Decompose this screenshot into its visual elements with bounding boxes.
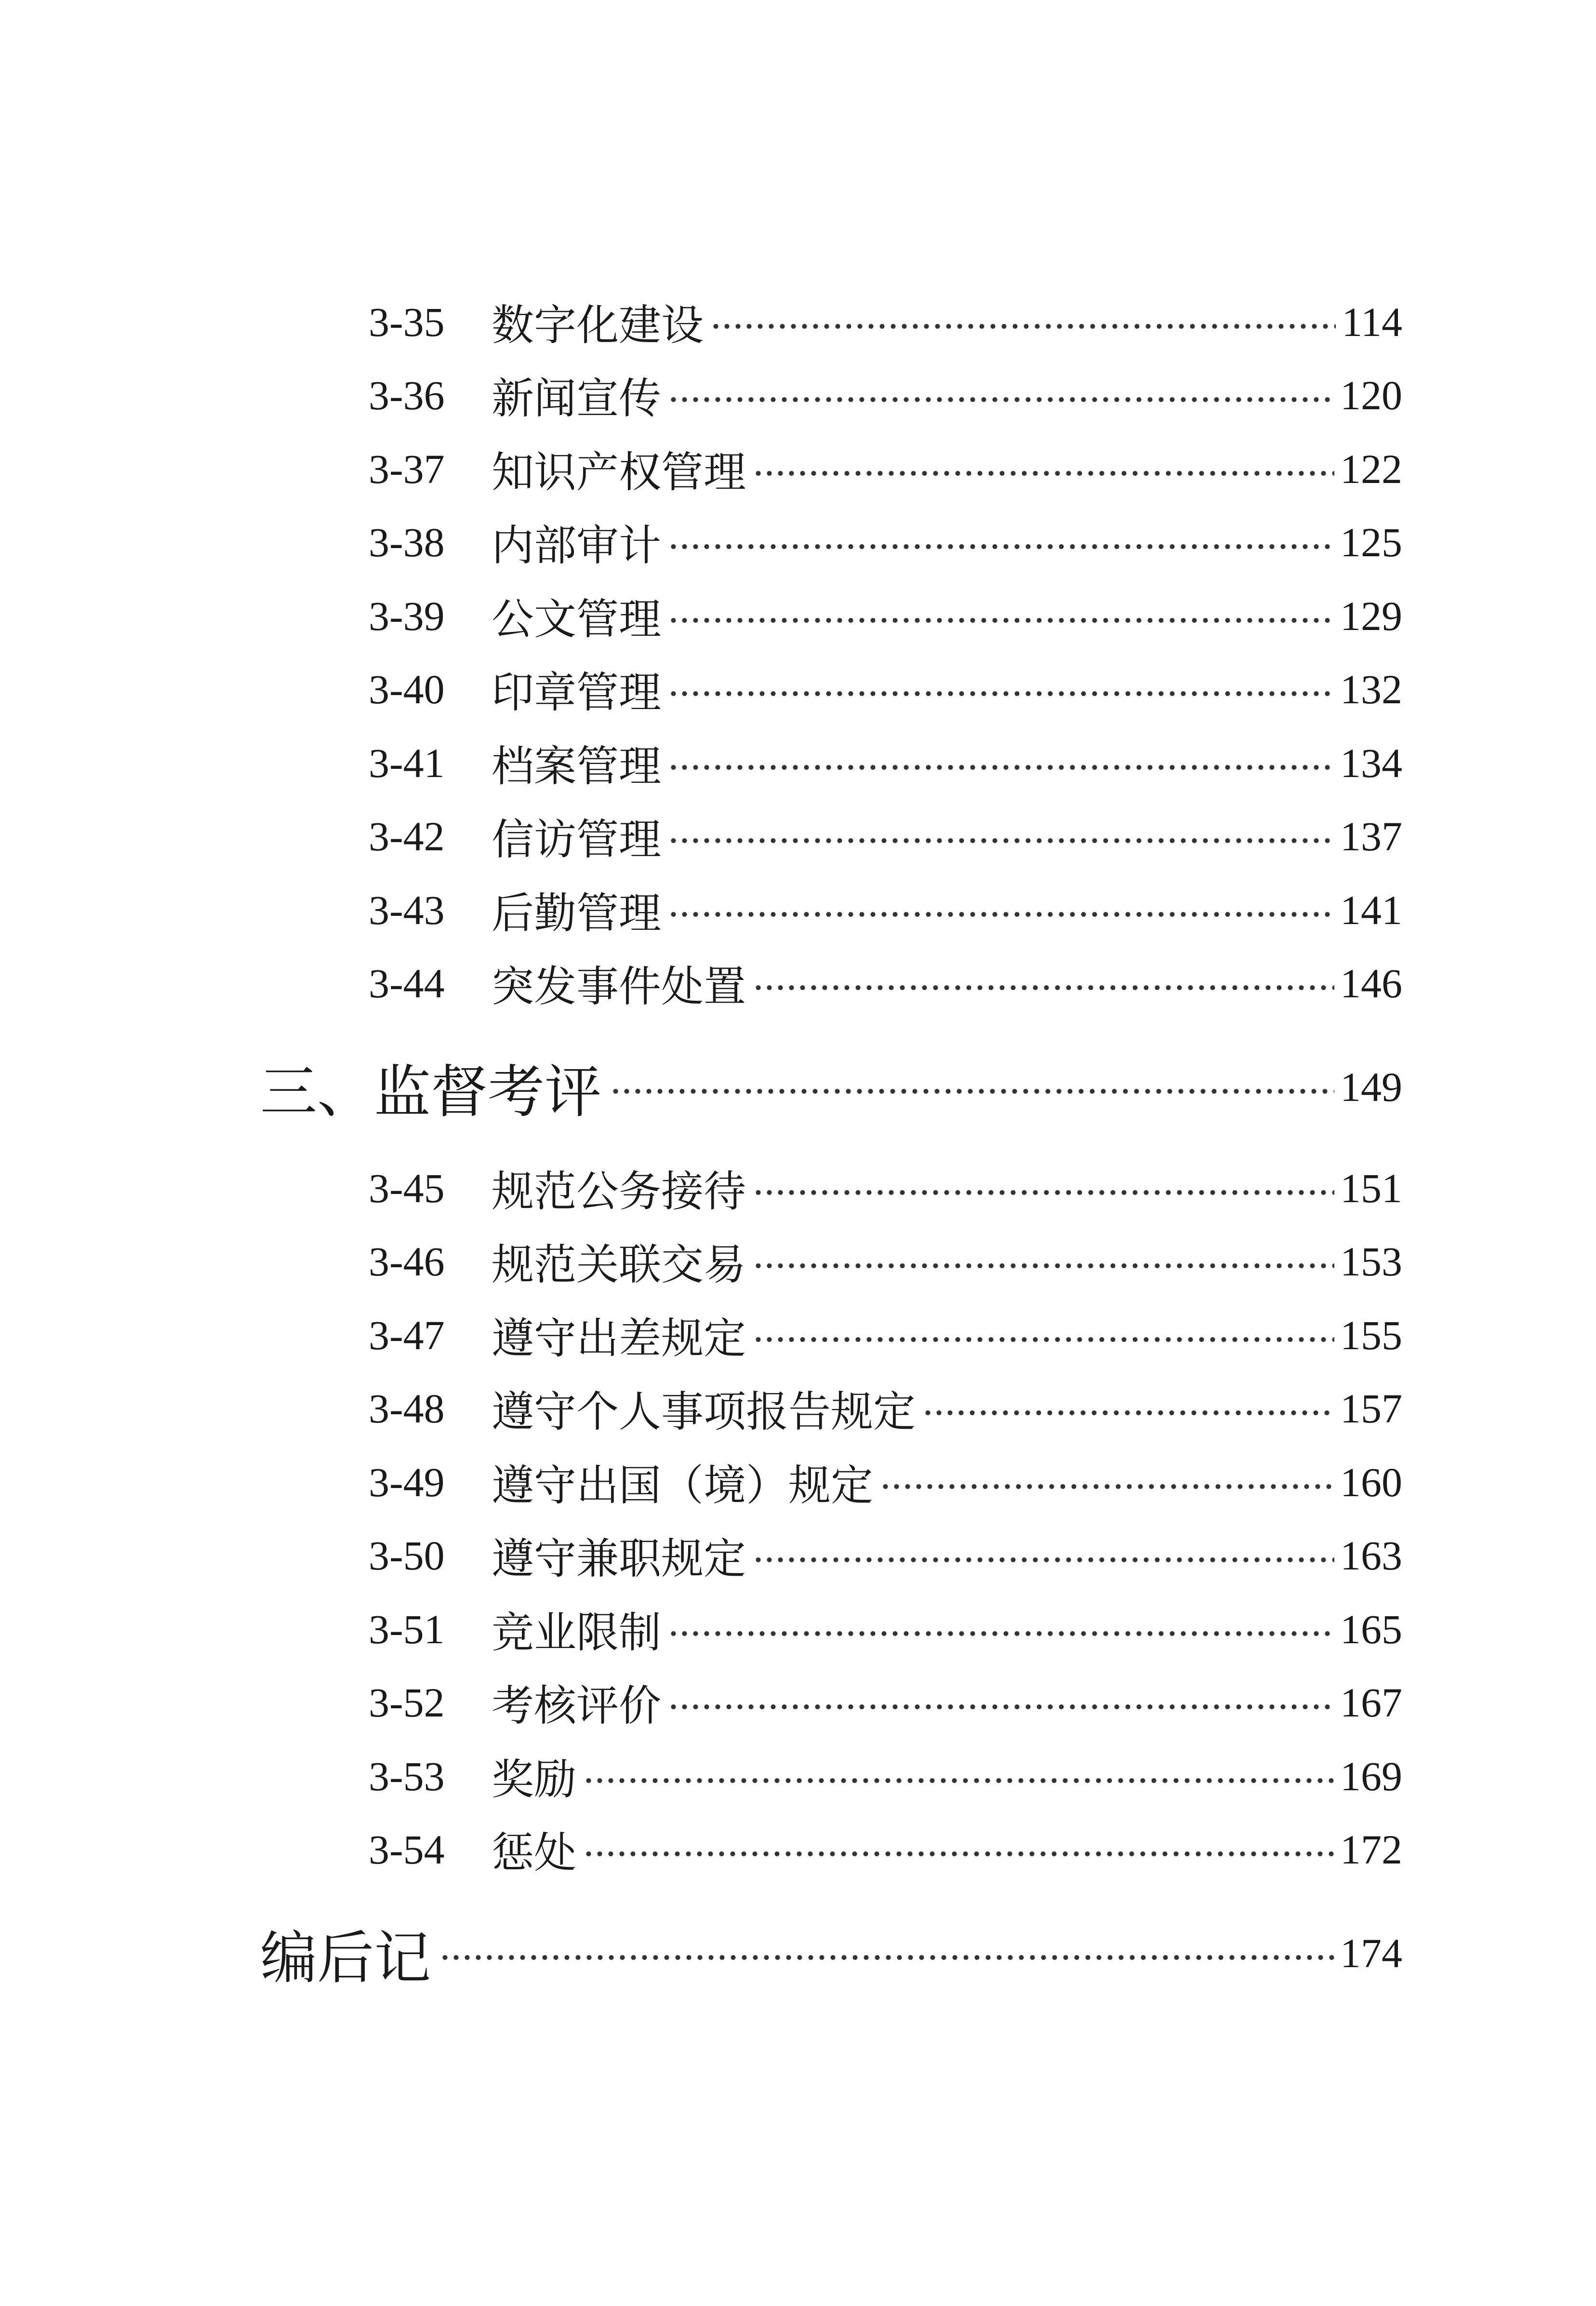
entry-title: 规范公务接待	[492, 1166, 746, 1216]
afterword-title: 编后记	[260, 1925, 431, 1991]
toc-entry[interactable]	[369, 1375, 1402, 1442]
toc-afterword[interactable]	[260, 1912, 1402, 1994]
toc-entry[interactable]	[369, 656, 1402, 723]
entry-number: 3-38	[369, 519, 445, 565]
entry-number: 3-54	[369, 1826, 445, 1873]
toc-entry[interactable]	[369, 1448, 1402, 1516]
toc-entry[interactable]	[369, 362, 1402, 429]
toc-entry[interactable]	[369, 1154, 1402, 1222]
dot-leader	[753, 1188, 1334, 1197]
toc-entry[interactable]	[369, 1228, 1402, 1295]
toc-entry[interactable]	[369, 509, 1402, 576]
dot-leader	[668, 910, 1334, 919]
entry-title: 惩处	[492, 1828, 577, 1877]
dot-leader	[668, 1629, 1334, 1638]
entry-number: 3-53	[369, 1753, 445, 1799]
dot-leader	[710, 322, 1336, 331]
dot-leader	[668, 395, 1334, 404]
entry-page: 163	[1340, 1532, 1402, 1579]
entry-title: 奖励	[492, 1755, 577, 1804]
entry-page: 151	[1340, 1165, 1402, 1211]
entry-page: 122	[1340, 446, 1402, 492]
dot-leader	[583, 1776, 1334, 1785]
toc-section-heading[interactable]	[260, 1046, 1402, 1128]
entry-number: 3-50	[369, 1532, 445, 1579]
dot-leader	[753, 983, 1334, 992]
entry-title: 遵守出国（境）规定	[492, 1461, 874, 1510]
entry-page: 153	[1340, 1238, 1402, 1285]
toc-entry[interactable]	[369, 1669, 1402, 1736]
dot-leader	[668, 689, 1334, 698]
entry-number: 3-51	[369, 1606, 445, 1652]
entry-title: 遵守兼职规定	[492, 1534, 746, 1583]
entry-number: 3-46	[369, 1238, 445, 1285]
entry-number: 3-47	[369, 1312, 445, 1358]
entry-title: 信访管理	[492, 815, 662, 864]
dot-leader	[753, 1261, 1334, 1271]
entry-page: 125	[1340, 519, 1402, 565]
entry-title: 公文管理	[492, 594, 662, 644]
toc-entry[interactable]	[369, 1301, 1402, 1369]
entry-title: 竞业限制	[492, 1608, 662, 1657]
dot-leader	[668, 1702, 1334, 1712]
entry-page: 146	[1340, 960, 1402, 1006]
entry-title: 数字化建设	[492, 300, 704, 350]
entry-title: 知识产权管理	[492, 447, 746, 497]
toc-entry[interactable]	[369, 950, 1402, 1017]
entry-page: 157	[1340, 1385, 1402, 1432]
entry-number: 3-52	[369, 1679, 445, 1726]
entry-page: 132	[1340, 666, 1402, 712]
entry-page: 172	[1340, 1826, 1402, 1873]
entry-number: 3-35	[369, 299, 445, 345]
entry-page: 160	[1340, 1459, 1402, 1505]
entry-title: 规范关联交易	[492, 1240, 746, 1289]
entry-number: 3-45	[369, 1165, 445, 1211]
dot-leader	[583, 1849, 1334, 1859]
toc-entry[interactable]	[369, 1816, 1402, 1883]
toc-entry[interactable]	[369, 435, 1402, 503]
entry-page: 141	[1340, 887, 1402, 933]
dot-leader	[753, 1335, 1334, 1344]
dot-leader	[753, 1555, 1334, 1565]
afterword-page: 174	[1340, 1930, 1402, 1976]
entry-page: 137	[1340, 813, 1402, 859]
entry-number: 3-37	[369, 446, 445, 492]
entry-number: 3-39	[369, 593, 445, 639]
entry-title: 遵守个人事项报告规定	[492, 1387, 916, 1436]
section-page: 149	[1340, 1064, 1402, 1110]
entry-number: 3-48	[369, 1385, 445, 1432]
entry-page: 155	[1340, 1312, 1402, 1358]
toc-entry[interactable]	[369, 729, 1402, 797]
entry-page: 169	[1340, 1753, 1402, 1799]
dot-leader	[753, 469, 1334, 478]
entry-title: 印章管理	[492, 668, 662, 717]
dot-leader	[922, 1408, 1334, 1418]
entry-number: 3-36	[369, 372, 445, 418]
entry-title: 档案管理	[492, 741, 662, 791]
dot-leader	[668, 616, 1334, 625]
section-title: 三、监督考评	[260, 1059, 602, 1125]
entry-page: 167	[1340, 1679, 1402, 1726]
entry-number: 3-41	[369, 740, 445, 786]
toc-entry[interactable]	[369, 582, 1402, 650]
dot-leader	[668, 763, 1334, 772]
entry-page: 120	[1340, 372, 1402, 418]
entry-title: 突发事件处置	[492, 962, 746, 1011]
toc-entry[interactable]	[369, 1743, 1402, 1810]
entry-page: 165	[1340, 1606, 1402, 1652]
entry-number: 3-44	[369, 960, 445, 1006]
toc-entry[interactable]	[369, 1522, 1402, 1589]
toc-entry[interactable]	[369, 1595, 1402, 1663]
entry-title: 内部审计	[492, 521, 662, 570]
toc-entry[interactable]	[369, 803, 1402, 870]
dot-leader	[668, 542, 1334, 551]
dot-leader	[610, 1086, 1334, 1096]
dot-leader	[880, 1482, 1334, 1491]
entry-page: 114	[1342, 299, 1402, 345]
entry-number: 3-40	[369, 666, 445, 712]
entry-number: 3-49	[369, 1459, 445, 1505]
entry-title: 遵守出差规定	[492, 1314, 746, 1363]
entry-title: 新闻宣传	[492, 374, 662, 423]
entry-page: 134	[1340, 740, 1402, 786]
entry-number: 3-43	[369, 887, 445, 933]
toc-entry[interactable]	[369, 876, 1402, 944]
entry-page: 129	[1340, 593, 1402, 639]
dot-leader	[439, 1953, 1334, 1962]
entry-number: 3-42	[369, 813, 445, 859]
dot-leader	[668, 836, 1334, 845]
entry-title: 考核评价	[492, 1681, 662, 1730]
entry-title: 后勤管理	[492, 888, 662, 938]
toc-entry[interactable]	[369, 288, 1402, 356]
